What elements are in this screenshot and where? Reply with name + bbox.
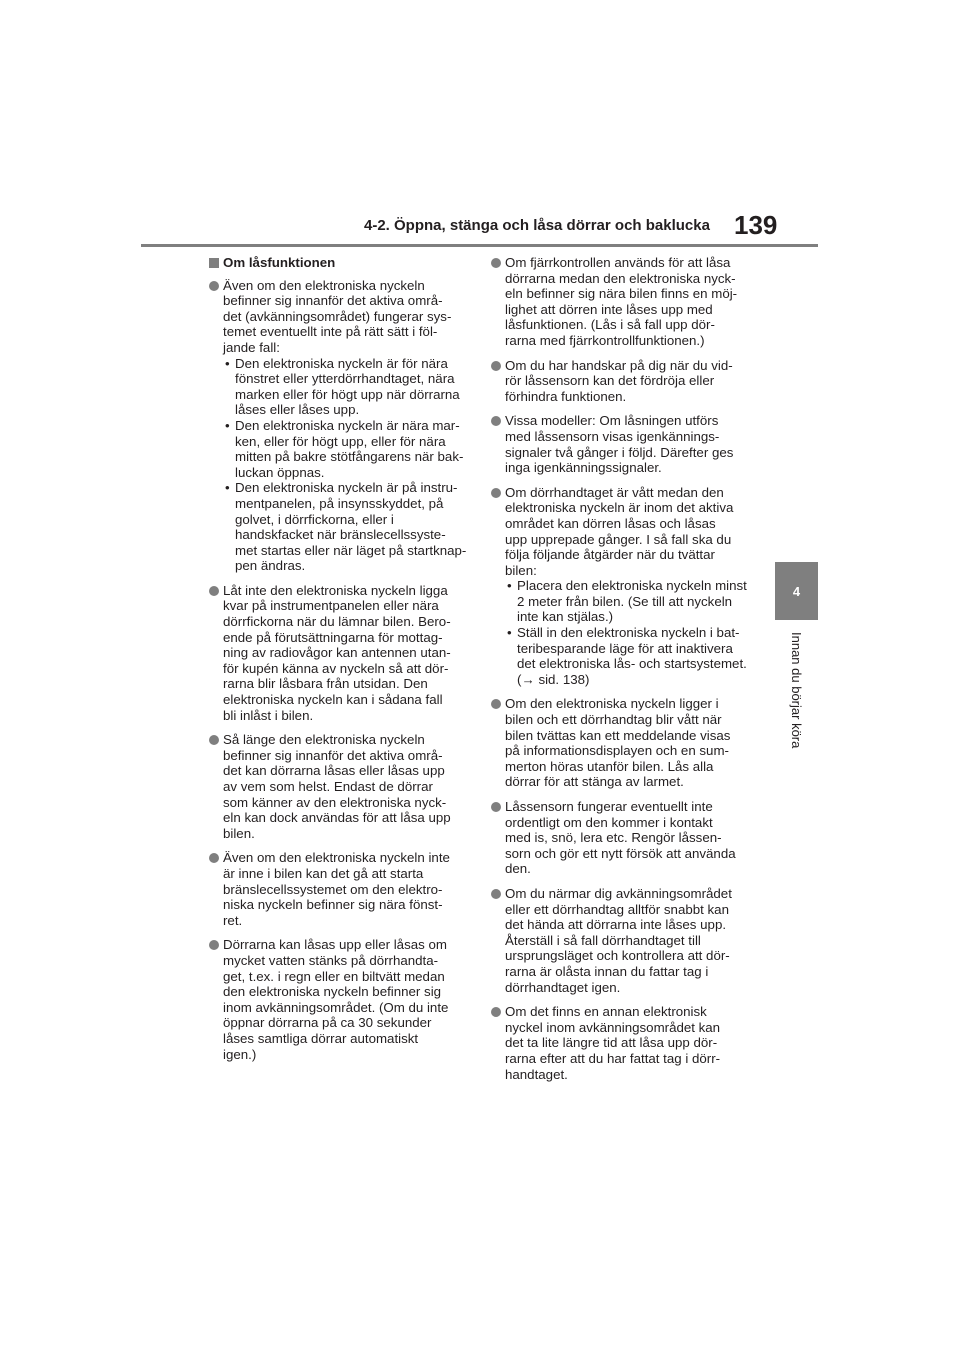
list-item	[491, 255, 749, 349]
text-line: ende på förutsättningarna för mottag-	[223, 629, 443, 645]
text-line: mitten på bakre stötfångarens när bak-	[235, 449, 464, 465]
sub-bullet: • Ställ in den elektroniska nyckeln i bat- teribesparande läge för att inaktivera det elektroniska lås- och startsystemet. (→ sid. 138)	[505, 625, 749, 687]
text-line: Även om den elektroniska nyckeln	[223, 277, 425, 293]
text-line: rarna med fjärrkontrollfunktionen.)	[505, 332, 705, 348]
text-line: igen.)	[223, 1046, 257, 1062]
text-line: den.	[505, 861, 531, 877]
list-item	[209, 937, 467, 1062]
circle-bullet-icon	[491, 258, 501, 268]
text-line: det kan dörrarna låsas eller låsas upp	[223, 763, 445, 779]
text-line: låses samtliga dörrar automatiskt	[223, 1030, 419, 1046]
text-line: Den elektroniska nyckeln är för nära	[235, 355, 448, 371]
circle-bullet-icon	[209, 853, 219, 863]
list-item	[491, 799, 749, 877]
text-line: dörrar för att stänga av larmet.	[505, 774, 684, 790]
text-line: Om du har handskar på dig när du vid-	[505, 357, 733, 373]
text-line: inom avkänningsområdet. (Om du inte	[223, 999, 449, 1015]
text-line: dörrhandtaget igen.	[505, 979, 621, 995]
text-line: signaler två gånger i följd. Därefter ges	[505, 444, 734, 460]
text-line: för kupén känna av nyckeln så att dör-	[223, 660, 449, 676]
text-line: rarna blir låsbara från utsidan. Den	[223, 676, 428, 692]
text-line: Låt inte den elektroniska nyckeln ligga	[223, 582, 448, 598]
text-line: upp upprepade gånger. I så fall ska du	[505, 531, 732, 547]
chapter-tab: 4	[775, 562, 818, 620]
circle-bullet-icon	[491, 1007, 501, 1017]
text-line: Om dörrhandtaget är vått medan den	[505, 484, 724, 500]
text-line: Placera den elektroniska nyckeln minst	[517, 578, 747, 594]
square-icon	[209, 258, 219, 268]
text-line: bli inlåst i bilen.	[223, 707, 314, 723]
sub-bullet: • Den elektroniska nyckeln är för nära fönstret eller ytterdörrhandtaget, nära marken eller för högt upp när dörrarna låses eller låses upp.	[223, 356, 467, 418]
text-line: av vem som helst. Endast de dörrar	[223, 779, 433, 794]
circle-bullet-icon	[209, 735, 219, 745]
section-heading: Om låsfunktionen	[209, 255, 467, 271]
text-line: området kan dörren låsas och låsas	[505, 515, 716, 531]
text-line: fönstret eller ytterdörrhandtaget, nära	[235, 371, 455, 387]
text-line: elektroniska nyckeln är inom det aktiva	[505, 500, 734, 516]
text-line: på informationsdisplayen och en sum-	[505, 743, 729, 759]
text-line: teribesparande läge för att inaktivera	[517, 640, 733, 656]
text-line: get, t.ex. i regn eller en biltvätt medan	[223, 968, 445, 984]
right-column	[491, 255, 749, 1091]
text-line: Ställ in den elektroniska nyckeln i bat-	[517, 625, 740, 641]
text-line: rör låssensorn kan det fördröja eller	[505, 373, 715, 389]
sub-bullet: • Placera den elektroniska nyckeln minst 2 meter från bilen. (Se till att nyckeln inte kan stjälas.)	[505, 578, 749, 625]
text-line: ret.	[223, 912, 243, 928]
text-line: bilen:	[505, 562, 537, 578]
text-line: ursprungsläget och kontrollera att dör-	[505, 948, 730, 964]
text-line: rarna är olåsta innan du fattar tag i	[505, 963, 709, 979]
list-item	[209, 278, 467, 574]
circle-bullet-icon	[209, 586, 219, 596]
text-line: eln kan dock användas för att låsa upp	[223, 810, 451, 826]
circle-bullet-icon	[491, 361, 501, 371]
text-line: luckan öppnas.	[235, 464, 325, 480]
arrow-right-icon: →	[521, 671, 535, 687]
circle-bullet-icon	[209, 940, 219, 950]
text-line: Dörrarna kan låsas upp eller låsas om	[223, 937, 447, 953]
text-line: Om det finns en annan elektronisk	[505, 1004, 707, 1020]
circle-bullet-icon	[491, 802, 501, 812]
text-line: det elektroniska lås- och startsystemet.	[517, 656, 747, 672]
list-item	[491, 1004, 749, 1082]
section-title: 4-2. Öppna, stänga och låsa dörrar och baklucka	[364, 217, 710, 234]
text-line: ning av radiovågor kan antennen utan-	[223, 645, 451, 661]
circle-bullet-icon	[491, 488, 501, 498]
text-line: som känner av den elektroniska nyck-	[223, 794, 447, 810]
text-line: Även om den elektroniska nyckeln inte	[223, 850, 450, 866]
text-line: niska nyckeln befinner sig nära fönst-	[223, 897, 443, 913]
text-line: ken, eller för högt upp, eller för nära	[235, 433, 446, 449]
text-line: följa följande åtgärder när du tvättar	[505, 547, 715, 563]
list-item	[491, 485, 749, 688]
circle-bullet-icon	[209, 281, 219, 291]
text-line: befinner sig innanför det aktiva områ-	[223, 747, 443, 763]
text-line: dörrfickorna när du lämnar bilen. Bero-	[223, 614, 451, 630]
sub-bullet: • Den elektroniska nyckeln är på instru- mentpanelen, på insynsskyddet, på golvet, i dörrfickorna, eller i handskfacket när bränslecellssyste- met startas eller när läget på startknap- pen ändras.	[225, 480, 467, 574]
text-line: Om du närmar dig avkänningsområdet	[505, 885, 732, 901]
text-line: bilen tvättas kan ett meddelande visas	[505, 727, 731, 743]
text-line: förhindra funktionen.	[505, 388, 627, 404]
list-item	[491, 413, 749, 475]
page-number: 139	[734, 210, 778, 240]
text-line: befinner sig innanför det aktiva områ-	[223, 293, 443, 309]
text-line: temet eventuellt inte på rätt sätt i föl-	[223, 324, 438, 340]
text-line: ordentligt om den kommer i kontakt	[505, 814, 713, 830]
text-line: lighet att dörren inte låses upp med	[505, 301, 713, 317]
text-line: merton höras utanför bilen. Lås alla	[505, 758, 714, 774]
text-line: jande fall:	[223, 339, 280, 355]
sub-bullet: • Den elektroniska nyckeln är nära mar- ken, eller för högt upp, eller för nära mitten på bakre stötfångarens när bak- luckan öppnas.	[223, 418, 467, 480]
text-line: golvet, i dörrfickorna, eller i	[235, 511, 394, 527]
text-line: sorn och gör ett nytt försök att använda	[505, 845, 736, 861]
text-line: Vissa modeller: Om låsningen utförs	[505, 413, 719, 429]
text-line: bilen och ett dörrhandtag blir vått när	[505, 712, 722, 728]
text-line: mentpanelen, på insynsskyddet, på	[235, 495, 444, 511]
list-item	[491, 886, 749, 995]
circle-bullet-icon	[491, 889, 501, 899]
text-line: handtaget.	[505, 1066, 568, 1082]
text-line: Om den elektroniska nyckeln ligger i	[505, 696, 719, 712]
list-item	[209, 850, 467, 928]
list-item	[491, 358, 749, 405]
text-line: bilen.	[223, 825, 255, 841]
circle-bullet-icon	[491, 699, 501, 709]
list-item	[491, 696, 749, 790]
text-line: eln befinner sig nära bilen finns en möj-	[505, 286, 738, 302]
text-line: är inne i bilen kan det gå att starta	[223, 865, 424, 881]
text-line: mycket vatten stänks på dörrhandta-	[223, 952, 439, 968]
text-line: handskfacket när bränslecellssyste-	[235, 527, 446, 543]
text-line: Så länge den elektroniska nyckeln	[223, 732, 425, 748]
text-line: det (avkänningsområdet) fungerar sys-	[223, 308, 452, 324]
text-line: Låssensorn fungerar eventuellt inte	[505, 799, 713, 814]
left-column	[209, 255, 467, 1071]
text-line: låses eller låses upp.	[235, 402, 360, 418]
text-line: met startas eller när läget på startknap-	[235, 542, 467, 558]
text-line: marken eller för högt upp när dörrarna	[235, 386, 460, 402]
text-line: eller ett dörrhandtag alltför snabbt kan	[505, 901, 729, 917]
text-line: öppnar dörrarna på ca 30 sekunder	[223, 1015, 432, 1031]
text-line: rarna efter att du har fattat tag i dörr-	[505, 1050, 721, 1066]
text-line: med is, snö, lera etc. Rengör låssen-	[505, 830, 722, 846]
text-line: nyckel inom avkänningsområdet kan	[505, 1019, 721, 1035]
text-line: dörrarna medan den elektroniska nyck-	[505, 270, 736, 286]
list-item	[209, 732, 467, 841]
text-line: inte kan stjälas.)	[517, 609, 614, 625]
text-line: kvar på instrumentpanelen eller nära	[223, 598, 439, 614]
header-rule	[141, 244, 818, 247]
text-line: Den elektroniska nyckeln är nära mar-	[235, 417, 460, 433]
chapter-label: Innan du börjar köra	[789, 632, 804, 749]
text-line: inga igenkänningssignaler.	[505, 460, 662, 476]
text-line: det ta lite längre tid att låsa upp dör-	[505, 1035, 718, 1051]
text-line: elektroniska nyckeln kan i sådana fall	[223, 692, 443, 708]
text-line: det hända att dörrarna inte låses upp.	[505, 917, 727, 933]
text-line: 2 meter från bilen. (Se till att nyckeln	[517, 593, 733, 609]
circle-bullet-icon	[491, 416, 501, 426]
text-line: Återställ i så fall dörrhandtaget till	[505, 932, 701, 948]
list-item	[209, 583, 467, 723]
text-line: låsfunktionen. (Lås i så fall upp dör-	[505, 317, 715, 333]
page-reference[interactable]: (→ sid. 138)	[517, 671, 590, 687]
text-line: den elektroniska nyckeln befinner sig	[223, 984, 442, 1000]
text-line: bränslecellssystemet om den elektro-	[223, 881, 443, 897]
text-line: med låssensorn visas igenkännings-	[505, 428, 720, 444]
text-line: pen ändras.	[235, 558, 306, 574]
text-line: Den elektroniska nyckeln är på instru-	[235, 480, 458, 496]
text-line: Om fjärrkontrollen används för att låsa	[505, 255, 731, 270]
